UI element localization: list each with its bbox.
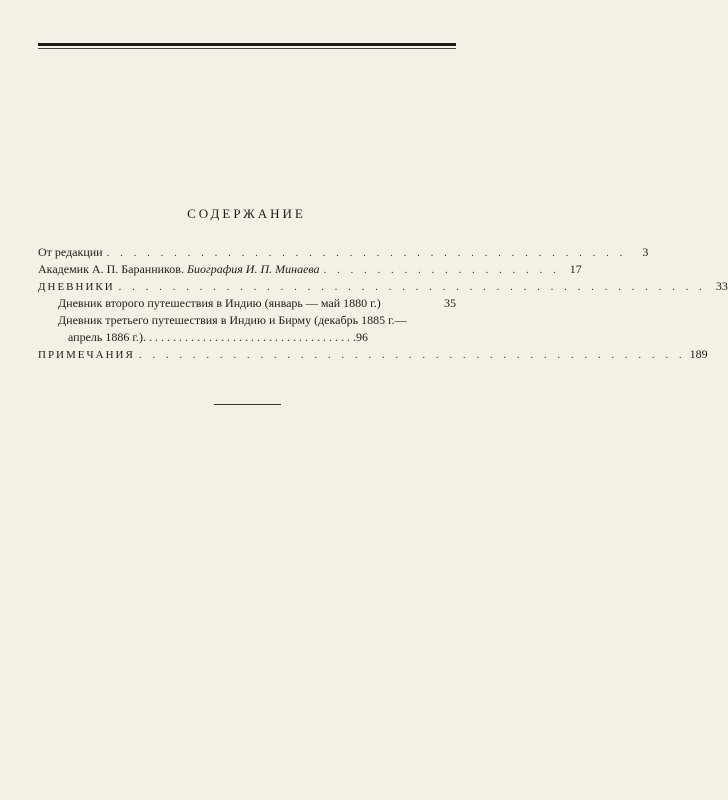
- toc-entry-title: Биография И. П. Минаева: [186, 262, 320, 276]
- toc-entry-label: ДНЕВНИКИ: [38, 281, 115, 293]
- toc-page-number: 17: [569, 262, 582, 276]
- toc-entry-biography[interactable]: [38, 261, 582, 278]
- top-rule-thin: [38, 48, 456, 49]
- toc-entry-label-line2-row: [58, 329, 456, 346]
- toc-leader-dots: . . . . . . . . . . . . . . . . . . . . . . . . . . . . . . . . . . . . . . .: [106, 247, 627, 259]
- toc-page-number: 96: [355, 330, 368, 344]
- table-of-contents: [38, 244, 728, 363]
- toc-page-number: 189: [689, 347, 708, 361]
- toc-entry-author: Академик А. П. Баранников.: [38, 262, 184, 276]
- toc-entry-label: Дневник второго путешествия в Индию (январь — май 1880 г.): [58, 296, 381, 310]
- toc-leader-dots: . . . . . . . . . . . . . . . . . . . . . . . . . . . . . . . . . . . . . . . . .: [138, 349, 686, 361]
- toc-entry-editorial[interactable]: [38, 244, 649, 261]
- toc-entry-diaries[interactable]: [38, 278, 728, 295]
- toc-entry-label: ПРИМЕЧАНИЯ: [38, 349, 135, 361]
- toc-entry-label: [38, 261, 320, 278]
- toc-leader-dots: . . . . . . . . . . . . . . . . . . . . . . . . . . . . . . . . . . . .: [142, 330, 356, 344]
- toc-entry-second-journey[interactable]: [38, 295, 456, 312]
- toc-leader-dots: . . . . . . . . . . . . . . . . . .: [323, 264, 560, 276]
- toc-entry-third-journey[interactable]: [38, 312, 456, 346]
- toc-page-number: 35: [444, 296, 456, 310]
- toc-entry-label: От редакции: [38, 245, 103, 259]
- contents-heading: СОДЕРЖАНИЕ: [187, 206, 306, 221]
- bottom-divider: [214, 404, 281, 405]
- toc-entry-label-line1: Дневник третьего путешествия в Индию и Бирму (декабрь 1885 г.—: [58, 313, 407, 327]
- toc-entry-label-line2: апрель 1886 г.): [68, 330, 143, 344]
- toc-entry-notes[interactable]: [38, 346, 708, 363]
- top-rule-thick: [38, 43, 456, 46]
- toc-leader-dots: . . . . . . . . . . . . . . . . . . . . . . . . . . . . . . . . . . . . . . . . . . . .: [118, 281, 706, 293]
- toc-page-number: 33: [715, 279, 728, 293]
- toc-page-number: 3: [642, 245, 649, 259]
